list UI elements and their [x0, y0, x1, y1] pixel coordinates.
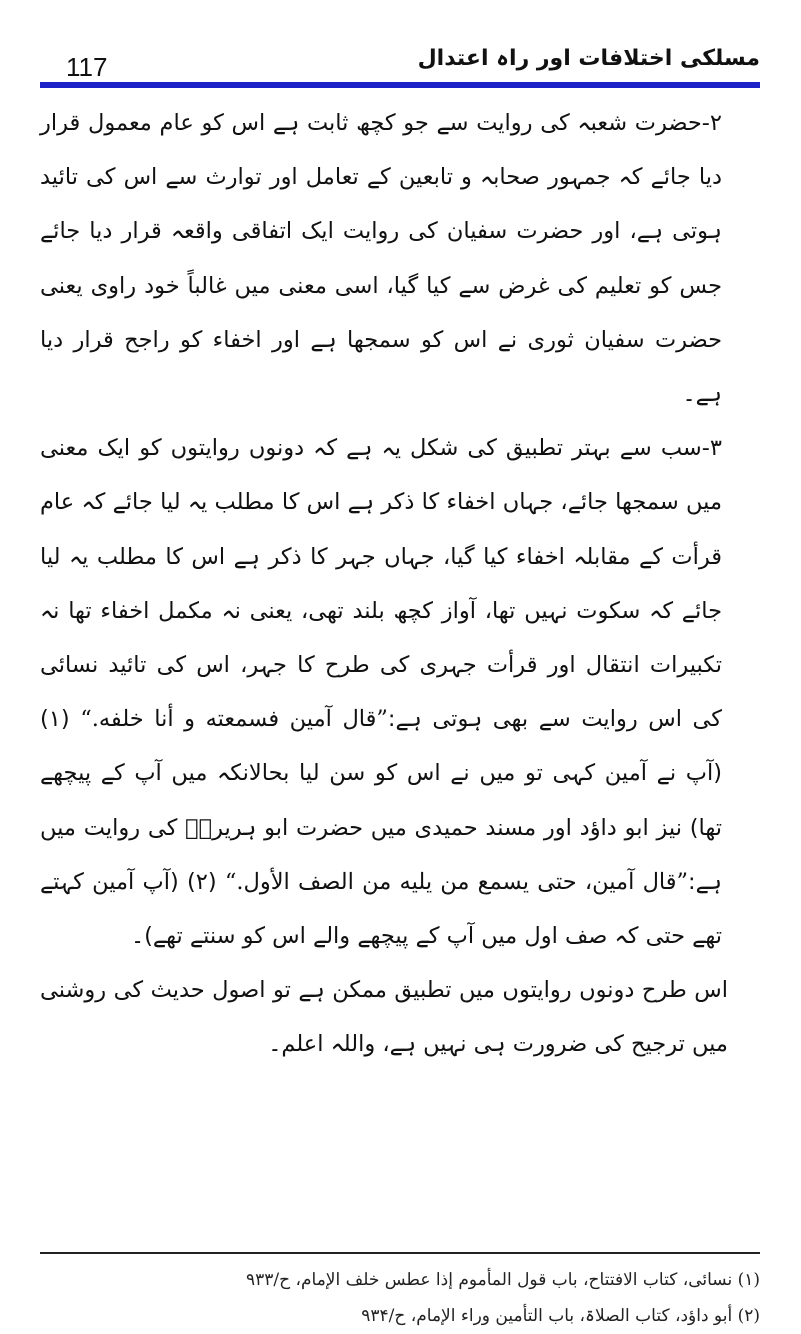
footnotes: [40, 1262, 760, 1334]
quote-1-arabic: ”قال آمین فسمعته و أنا خلفه.“: [80, 706, 388, 733]
main-text: [40, 96, 760, 1072]
point-3-intro: ۳-سب سے بہتر تطبیق کی شکل یہ ہے کہ دونوں روایتوں کو ایک معنی میں سمجھا جائے، جہاں اخفاء کا ذکر ہے اس کا مطلب یہ لیا جائے کہ عام قرأت کے مقابلہ اخفاء کیا گیا، جہاں جہر کا ذکر ہے اس کا مطلب یہ لیا جائے کہ سکوت نہیں تھا، آواز کچھ بلند تھی، یعنی نہ مکمل اخفاء تھا نہ تکبیرات انتقال اور قرأت جہری کی طرح کا جہر، اس کی تائید نسائی کی اس روایت سے بھی ہوتی ہے:: [40, 435, 722, 733]
paragraph-point-2: ۲-حضرت شعبہ کی روایت سے جو کچھ ثابت ہے اس کو عام معمول قرار دیا جائے کہ جمہور صحابہ و تابعین کے تعامل اور توارث سے اس کی تائید ہوتی ہے، اور حضرت سفیان کی روایت ایک اتفاقی واقعہ قرار دیا جائے جس کو تعلیم کی غرض سے کیا گیا، اسی معنی میں غالباً خود راوی یعنی حضرت سفیان ثوری نے اس کو سمجھا ہے اور اخفاء کو راجح قرار دیا ہے۔: [40, 110, 722, 408]
paragraph-conclusion: اس طرح دونوں روایتوں میں تطبیق ممکن ہے تو اصول حدیث کی روشنی میں ترجیح کی ضرورت ہی نہیں ہے، واللہ اعلم۔: [40, 977, 728, 1058]
page-number: 117: [66, 52, 108, 82]
quote-2-reference: (۲): [186, 868, 217, 895]
header-rule: [40, 82, 760, 88]
running-title: مسلکی اختلافات اور راہ اعتدال: [417, 46, 760, 71]
quote-1-translation: (آپ نے آمین کہی تو میں نے اس کو سن لیا بحالانکہ میں آپ کے پیچھے تھا) نیز ابو داؤد اور مسند حمیدی میں حضرت ابو ہریرہؓ کی روایت میں ہے:: [40, 760, 722, 895]
quote-2-arabic: ”قال آمین، حتی یسمع من یلیه من الصف الأول.“: [224, 868, 689, 895]
paragraph-point-3: [40, 421, 760, 963]
quote-1-reference: (۱): [40, 706, 70, 733]
footnote-1: (۱) نسائی، کتاب الافتتاح، باب قول المأموم إذا عطس خلف الإمام، ح/۹۳۳: [245, 1270, 760, 1290]
page-header: [40, 46, 760, 82]
footnote-rule: [40, 1252, 760, 1254]
quote-2-translation: (آپ آمین کہتے تھے حتی کہ صف اول میں آپ کے پیچھے والے اس کو سنتے تھے)۔: [40, 868, 722, 950]
footnote-2: (۲) أبو داؤد، کتاب الصلاۃ، باب التأمین وراء الإمام، ح/۹۳۴: [361, 1306, 760, 1326]
